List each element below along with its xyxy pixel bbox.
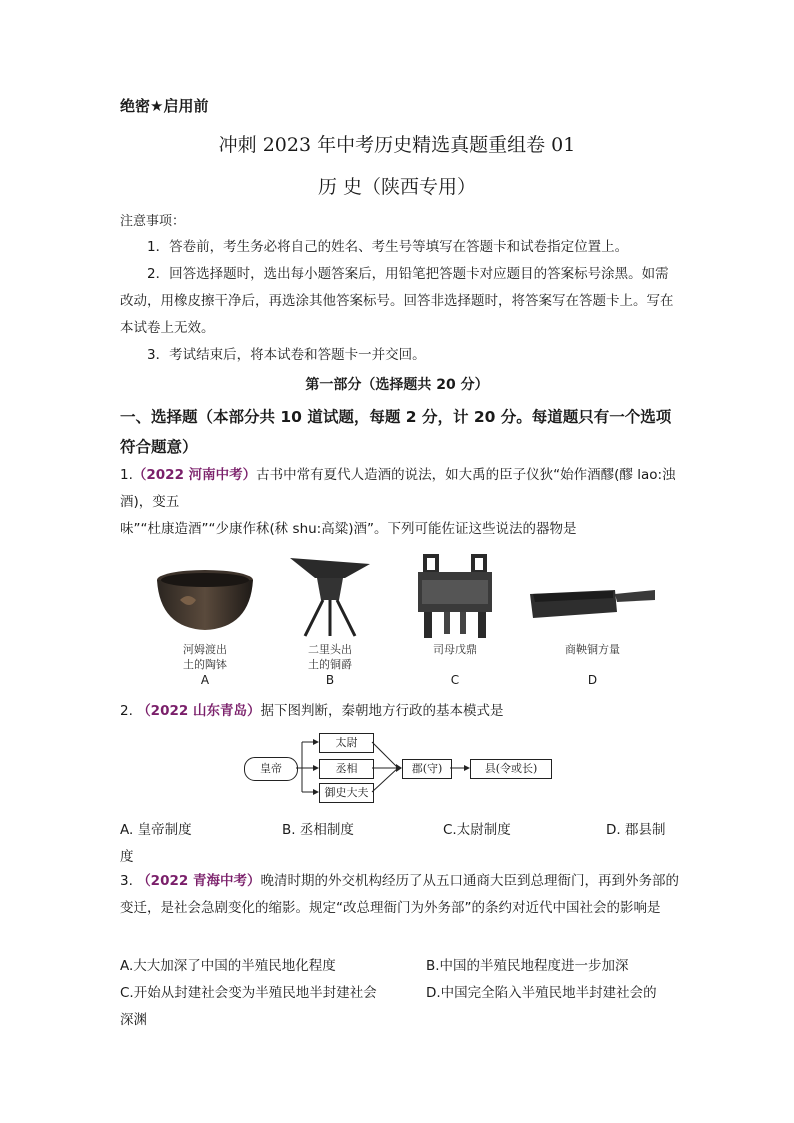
- question-number: 2.: [120, 703, 133, 719]
- question-number: 1.: [120, 467, 133, 483]
- notice-label: 注意事项：: [120, 214, 186, 229]
- q3-option-a[interactable]: A.大大加深了中国的半殖民地化程度: [120, 958, 336, 974]
- artifact-image-row: [150, 550, 660, 690]
- diagram-official-yushi: 御史大夫: [319, 783, 374, 803]
- option-d-artifact[interactable]: [525, 550, 660, 690]
- option-a-caption-2: 土的陶钵: [183, 658, 227, 671]
- option-b-caption-2: 土的铜爵: [308, 658, 352, 671]
- diagram-county: 县(令或长): [470, 759, 552, 779]
- notice-item-1: 1．答卷前，考生务必将自己的姓名、考生号等填写在答题卡和试卷指定位置上。: [147, 239, 629, 255]
- q2-option-d-cont: 度: [120, 849, 134, 865]
- ding-cauldron-image: [400, 550, 510, 640]
- q2-option-a[interactable]: A. 皇帝制度: [120, 822, 192, 838]
- option-a-letter: A: [200, 673, 210, 687]
- option-c-letter: C: [450, 673, 460, 687]
- diagram-prefecture: 郡(守): [402, 759, 452, 779]
- diagram-emperor: 皇帝: [244, 757, 298, 781]
- option-a-caption-1: 河姆渡出: [183, 643, 227, 656]
- question-source: （2022 山东青岛）: [137, 703, 261, 719]
- question-3: [120, 868, 680, 922]
- q2-option-c[interactable]: C.太尉制度: [443, 822, 511, 838]
- question-source: （2022 青海中考）: [137, 873, 261, 889]
- option-b-caption-1: 二里头出: [308, 643, 352, 656]
- section-heading: 第一部分（选择题共 20 分）: [305, 377, 489, 393]
- bronze-jue-image: [275, 550, 385, 640]
- pottery-bowl-image: [150, 550, 260, 640]
- option-b-letter: B: [325, 673, 335, 687]
- q3-option-b[interactable]: B.中国的半殖民地程度进一步加深: [426, 958, 629, 974]
- q3-option-d[interactable]: D.中国完全陷入半殖民地半封建社会的: [426, 985, 657, 1001]
- question-type-line: 一、选择题（本部分共 10 道试题，每题 2 分，计 20 分。每道题只有一个选项符合题意）: [120, 408, 672, 456]
- option-d-letter: D: [587, 673, 598, 687]
- diagram-official-chengxiang: 丞相: [319, 759, 374, 779]
- question-1-text-cont: 味”“杜康造酒”“少康作秫(秫 shu:高粱)酒”。下列可能佐证这些说法的器物是: [120, 521, 577, 537]
- question-text: 晚清时期的外交机构经历了从五口通商大臣到总理衙门，再到外务部的变迁，是社会急剧变化的缩影。规定“改总理衙门为外务部”的条约对近代中国社会的影响是: [120, 873, 679, 916]
- option-a-artifact[interactable]: [150, 550, 260, 690]
- diagram-official-taiwei: 太尉: [319, 733, 374, 753]
- q2-option-b[interactable]: B. 丞相制度: [282, 822, 354, 838]
- question-number: 3.: [120, 873, 133, 889]
- option-c-caption-1: 司母戊鼎: [433, 643, 477, 656]
- notice-item-2: 2．回答选择题时，选出每小题答案后，用铅笔把答题卡对应题目的答案标号涂黑。如需改动，用橡皮擦干净后，再选涂其他答案标号。回答非选择题时，将答案写在答题卡上。写在本试卷上无效。: [120, 266, 674, 336]
- q2-option-d[interactable]: D. 郡县制: [606, 822, 666, 838]
- confidential-mark: 绝密★启用前: [120, 97, 209, 115]
- question-source: （2022 河南中考）: [132, 467, 257, 483]
- option-b-artifact[interactable]: [275, 550, 385, 690]
- question-text: 据下图判断，秦朝地方行政的基本模式是: [260, 703, 504, 719]
- option-c-artifact[interactable]: [400, 550, 510, 690]
- page-subtitle: 历 史（陕西专用）: [317, 176, 477, 198]
- question-2: [120, 698, 680, 725]
- option-d-caption-1: 商鞅铜方量: [565, 643, 620, 656]
- qin-administration-diagram: [240, 730, 560, 805]
- question-text: 古书中常有夏代人造酒的说法，如大禹的臣子仪狄“始作酒醪(醪 lao:浊酒)，变五: [120, 467, 676, 510]
- notice-item-3: 3．考试结束后，将本试卷和答题卡一并交回。: [147, 347, 426, 363]
- q3-option-c[interactable]: C.开始从封建社会变为半殖民地半封建社会: [120, 985, 377, 1001]
- q3-option-d-cont: 深渊: [120, 1012, 147, 1028]
- bronze-measure-image: [525, 550, 660, 640]
- page-title: 冲刺 2023 年中考历史精选真题重组卷 01: [218, 134, 576, 156]
- question-1: [120, 462, 680, 516]
